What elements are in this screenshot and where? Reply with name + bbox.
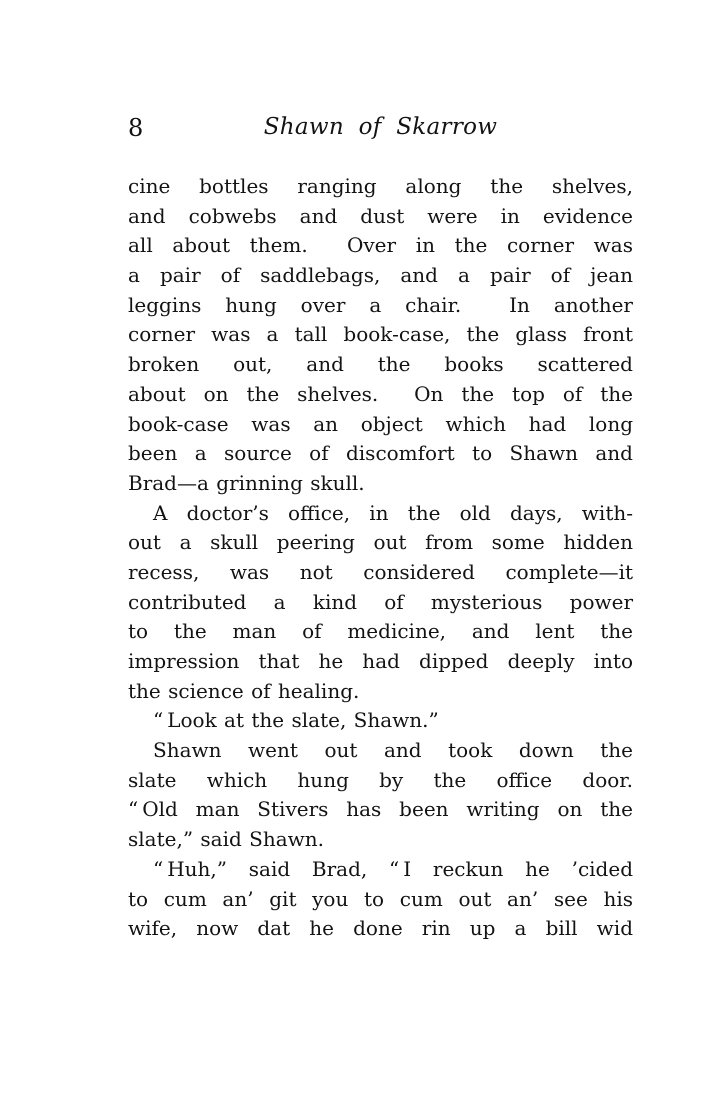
text-line: and cobwebs and dust were in evidence [128, 203, 633, 228]
text-line: impression that he had dipped deeply into [128, 649, 633, 673]
text-line: been a source of discomfort to Shawn and [128, 441, 633, 466]
text-line: wife, now dat he done rin up a bill wid [128, 916, 633, 941]
text-line: Brad—a grinning skull. [128, 470, 365, 495]
text-line: recess, was not considered complete—it [128, 559, 633, 584]
page-number: 8 [128, 114, 144, 142]
text-line: a pair of saddlebags, and a pair of jean [128, 263, 633, 288]
text-line: “ Huh,” said Brad, “ I reckun he ’cided [153, 856, 633, 881]
text-line: cine bottles ranging along the shelves, [128, 174, 633, 198]
running-title: Shawn of Skarrow [263, 114, 498, 140]
running-header [128, 114, 633, 148]
text-line: slate,” said Shawn. [128, 827, 325, 852]
text-line: “ Look at the slate, Shawn.” [153, 708, 439, 733]
text-line: Shawn went out and took down the [153, 738, 633, 763]
text-line: A doctor’s office, in the old days, with- [153, 500, 633, 525]
text-line: about on the shelves. On the top of the [128, 381, 633, 406]
text-line: the science of healing. [128, 678, 360, 703]
text-line: leggins hung over a chair. In another [128, 292, 633, 317]
text-line: contributed a kind of mysterious power [128, 589, 633, 614]
text-line: book-case was an object which had long [128, 411, 633, 436]
text-line: corner was a tall book-case, the glass front [128, 322, 633, 347]
text-line: to cum an’ git you to cum out an’ see his [128, 886, 633, 911]
text-line: “ Old man Stivers has been writing on the [128, 797, 633, 822]
text-line: slate which hung by the office door. [128, 767, 633, 792]
text-line: out a skull peering out from some hidden [128, 530, 633, 555]
text-line: to the man of medicine, and lent the [128, 619, 633, 644]
text-line: broken out, and the books scattered [128, 352, 633, 377]
body-text [128, 172, 633, 944]
text-line: all about them. Over in the corner was [128, 233, 633, 258]
